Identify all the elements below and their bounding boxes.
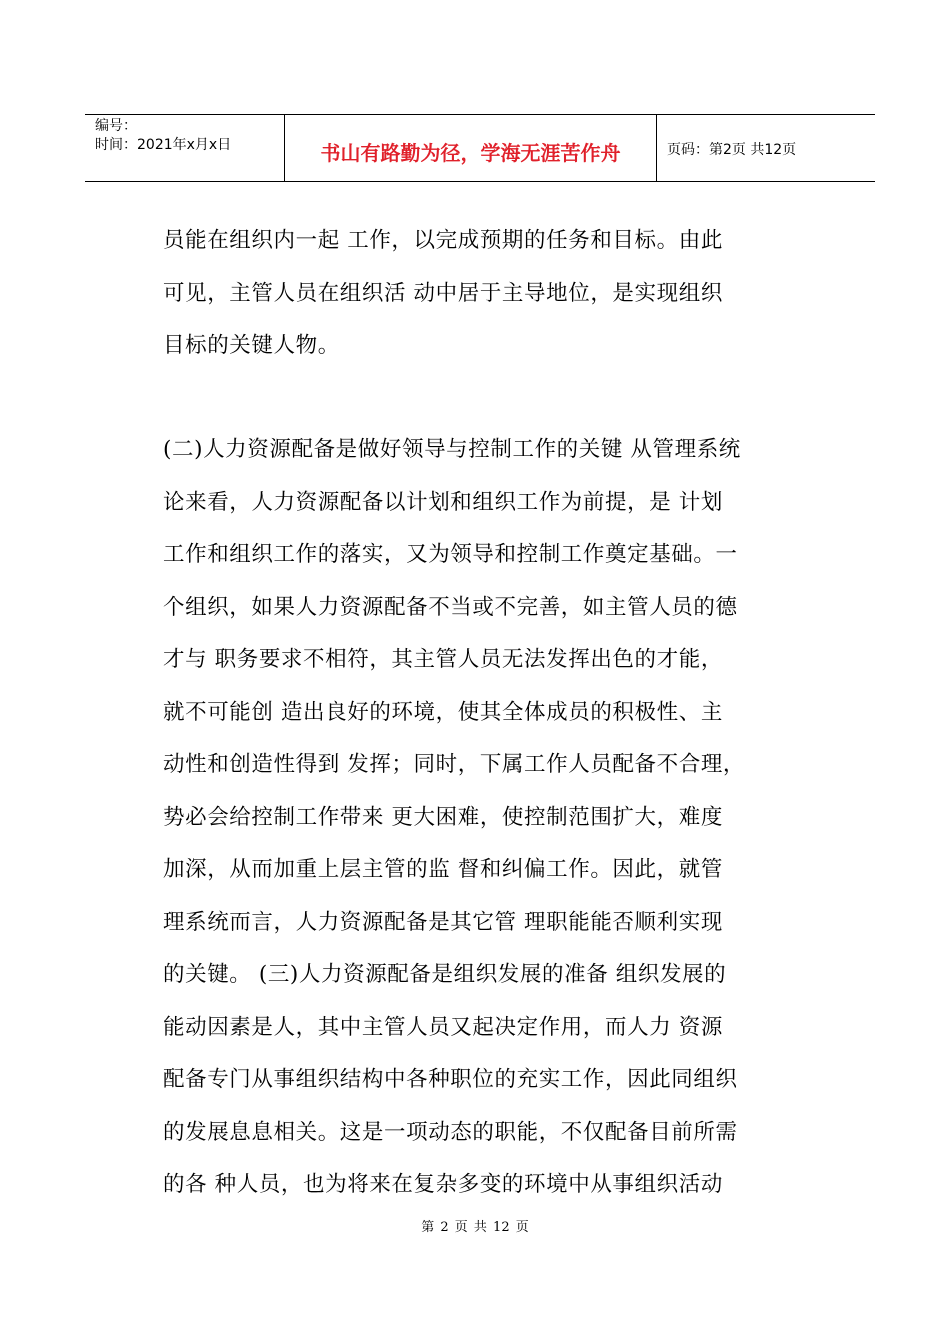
text-line: 目标的关键人物。 (163, 333, 340, 358)
text-line: 理系统而言，人力资源配备是其它管 理职能能否顺利实现 (163, 909, 723, 935)
footer-page-number: 第 2 页 共 12 页 (421, 1220, 529, 1235)
text-line: 能动因素是人，其中主管人员又起决定作用，而人力 资源 (163, 1014, 723, 1040)
number-label: 编号： (95, 118, 137, 134)
page-footer (0, 1216, 950, 1235)
text-line: 配备专门从事组织结构中各种职位的充实工作，因此同组织 (163, 1067, 738, 1092)
text-line: 动性和创造性得到 发挥；同时，下属工作人员配备不合理， (163, 752, 746, 777)
page-code-cell (657, 115, 875, 181)
text-line: 工作和组织工作的落实，又为领导和控制工作奠定基础。一 (163, 542, 738, 567)
paragraph-1 (163, 215, 803, 373)
document-header (85, 114, 875, 182)
text-line: (二)人力资源配备是做好领导与控制工作的关键 从管理系统 (163, 437, 741, 462)
text-line: 可见，主管人员在组织活 动中居于主导地位，是实现组织 (163, 280, 723, 306)
text-line: 员能在组织内一起 工作，以完成预期的任务和目标。由此 (163, 228, 723, 253)
motto-cell (285, 115, 657, 181)
text-line: 的关键。 (三)人力资源配备是组织发展的准备 组织发展的 (163, 962, 727, 987)
time-label: 时间：2021年x月x日 (95, 137, 232, 153)
text-line: 论来看，人力资源配备以计划和组织工作为前提，是 计划 (163, 489, 723, 515)
page-code-text: 页码：第2页 共12页 (667, 142, 797, 158)
text-line: 加深，从而加重上层主管的监 督和纠偏工作。因此，就管 (163, 857, 723, 882)
paragraph-2 (163, 424, 803, 1212)
text-line: 的发展息息相关。这是一项动态的职能，不仅配备目前所需 (163, 1119, 738, 1145)
text-line: 势必会给控制工作带来 更大困难，使控制范围扩大，难度 (163, 804, 723, 830)
text-line: 才与 职务要求不相符，其主管人员无法发挥出色的才能， (163, 647, 723, 672)
text-line: 的各 种人员，也为将来在复杂多变的环境中从事组织活动 (163, 1172, 723, 1197)
text-line: 个组织，如果人力资源配备不当或不完善，如主管人员的德 (163, 594, 738, 620)
text-line: 就不可能创 造出良好的环境，使其全体成员的积极性、主 (163, 699, 723, 725)
header-meta-cell (85, 115, 285, 181)
motto-text: 书山有路勤为径，学海无涯苦作舟 (320, 140, 621, 165)
